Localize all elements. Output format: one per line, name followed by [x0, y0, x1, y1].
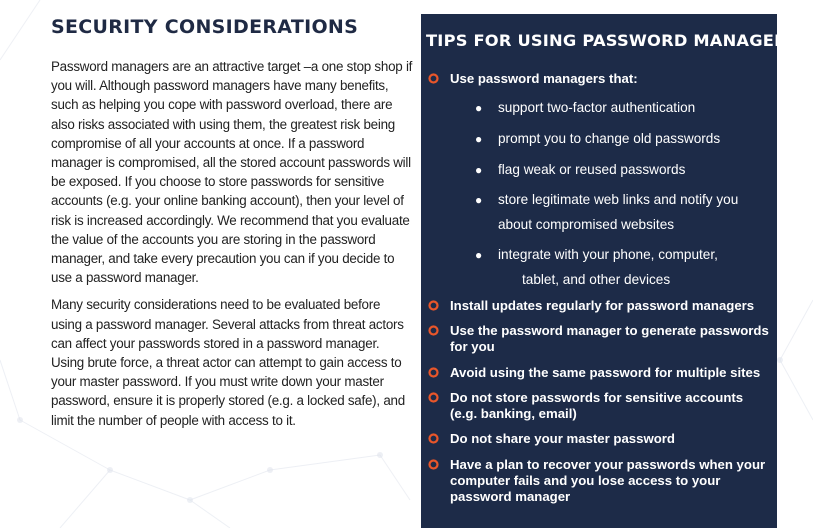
tip-text: Do not share your master password — [450, 431, 675, 446]
bullet-icon: ● — [475, 101, 483, 115]
sub-item-text: prompt you to change old passwords — [498, 131, 721, 146]
tip-item — [450, 365, 772, 381]
tip-text: Do not store passwords for sensitive accounts (e.g. banking, email) — [450, 390, 744, 421]
tip-text: Avoid using the same password for multiple sites — [450, 365, 761, 380]
tips-title: TIPS FOR USING PASSWORD MANAGERS — [426, 31, 799, 50]
sub-list-item — [475, 188, 763, 237]
sub-item-text: store legitimate web links and notify you — [498, 192, 739, 207]
sub-item-text: tablet, and other devices — [522, 271, 671, 287]
bullet-icon: ● — [475, 248, 483, 262]
orange-ring-bullet-icon — [428, 325, 439, 336]
sub-list-item — [475, 158, 763, 183]
sub-list-item — [475, 96, 763, 121]
orange-ring-bullet-icon — [428, 459, 439, 470]
orange-ring-bullet-icon — [428, 367, 439, 378]
section-title: SECURITY CONSIDERATIONS — [51, 16, 359, 38]
orange-ring-bullet-icon — [428, 433, 439, 444]
tip-text: Have a plan to recover your passwords when your computer fails and you lose access to your password manager — [450, 457, 766, 504]
tip-item — [450, 323, 772, 355]
sub-item-text: flag weak or reused passwords — [498, 162, 686, 177]
tip-text: Use password managers that: — [450, 71, 638, 86]
tips-panel — [421, 14, 799, 528]
tip-item — [450, 298, 772, 314]
tip-item — [450, 431, 772, 447]
sub-list-item — [475, 127, 763, 152]
tip-item — [450, 457, 772, 505]
body-paragraph: Password managers are an attractive target –a one stop shop if you will. Although password managers have many benefits, such as helping you cope with password overload, there are also risks associated with using them, the greatest risk being compromise of all your accounts at once. If a password manager is compromised, all the stored account passwords will be exposed. If you choose to store passwords for sensitive accounts (e.g. your online banking account), then your level of risk is increased accordingly. We recommend that you evaluate the value of the accounts you are storing in the password manager, and take every precaution you can if you decide to use a password manager. — [51, 59, 413, 286]
bullet-icon: ● — [475, 193, 483, 207]
sub-item-text: about compromised websites — [498, 216, 675, 232]
tip-text: Use the password manager to generate passwords for you — [450, 323, 769, 354]
orange-ring-bullet-icon — [428, 392, 439, 403]
sub-item-text: support two-factor authentication — [498, 100, 696, 115]
orange-ring-bullet-icon — [428, 73, 439, 84]
orange-ring-bullet-icon — [428, 300, 439, 311]
security-considerations-section — [51, 14, 413, 430]
bullet-icon: ● — [475, 163, 483, 177]
sub-item-text: integrate with your phone, computer, — [498, 247, 718, 262]
sub-list-item — [475, 243, 763, 292]
tip-item — [450, 390, 772, 422]
body-paragraph: Many security considerations need to be evaluated before using a password manager. Several attacks from threat actors can affect your passwords stored in a password manager. Using brute force, a threat actor can attempt to gain access to your master password. If you must write down your master password, ensure it is properly stored (e.g. a locked safe), and limit the number of people with access to it. — [51, 297, 405, 428]
bullet-icon: ● — [475, 132, 483, 146]
tip-item — [450, 71, 772, 87]
tip-text: Install updates regularly for password managers — [450, 298, 755, 313]
